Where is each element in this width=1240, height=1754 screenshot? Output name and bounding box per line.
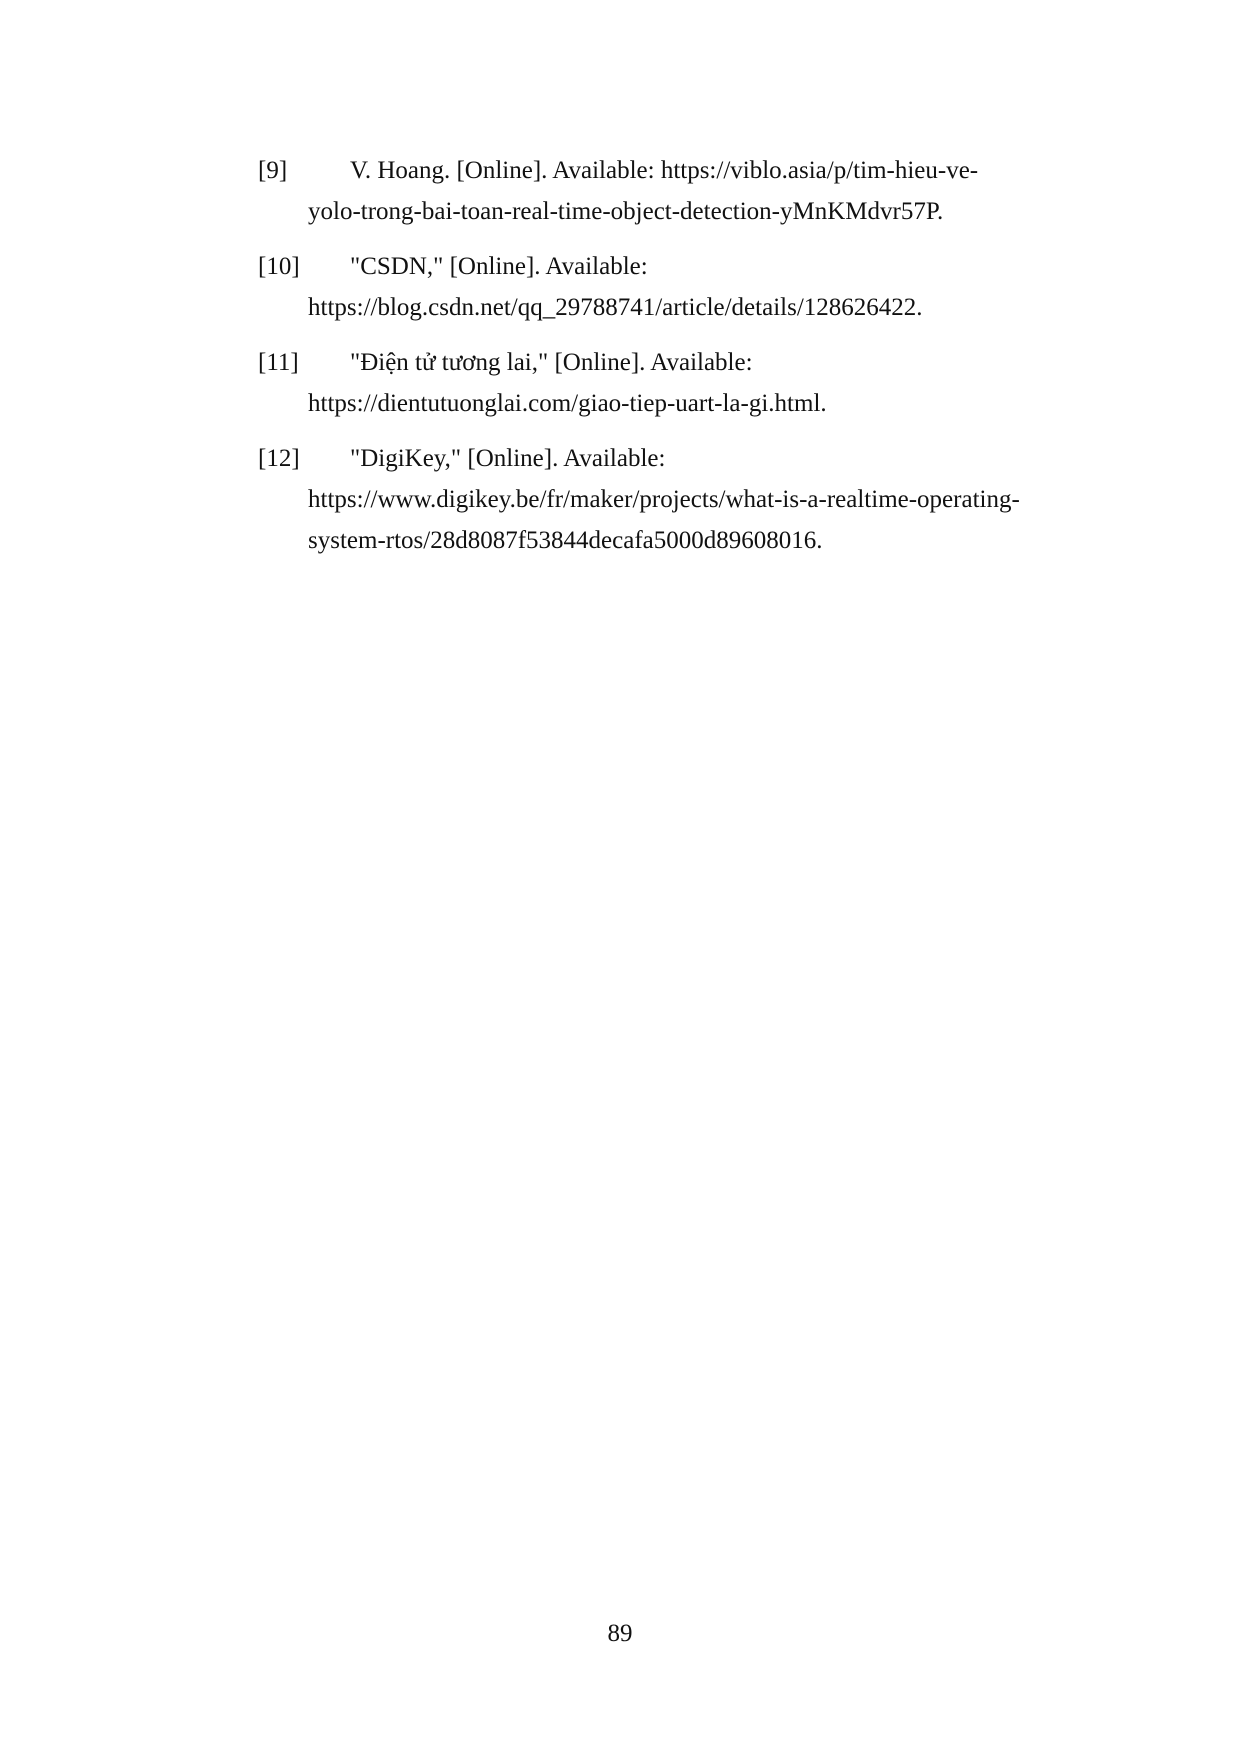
reference-text: V. Hoang. [Online]. Available: https://viblo.asia/p/tim-hieu-ve- <box>350 157 979 184</box>
reference-entry <box>258 342 1098 424</box>
reference-text: "Điện tử tương lai," [Online]. Available: <box>350 349 753 376</box>
reference-text: "CSDN," [Online]. Available: <box>350 253 648 280</box>
reference-entry <box>258 150 1098 232</box>
reference-continuation: system-rtos/28d8087f53844decafa5000d89608016. <box>308 527 823 554</box>
reference-number: [12] <box>258 445 300 472</box>
reference-number: [10] <box>258 253 300 280</box>
reference-entry <box>258 246 1098 328</box>
reference-continuation: https://www.digikey.be/fr/maker/projects/what-is-a-realtime-operating- <box>308 486 1020 513</box>
reference-continuation: yolo-trong-bai-toan-real-time-object-detection-yMnKMdvr57P. <box>308 198 944 225</box>
reference-number: [9] <box>258 157 288 184</box>
reference-continuation: https://dientutuonglai.com/giao-tiep-uart-la-gi.html. <box>308 390 827 417</box>
reference-number: [11] <box>258 349 299 376</box>
reference-continuation: https://blog.csdn.net/qq_29788741/article/details/128626422. <box>308 294 923 321</box>
reference-list <box>258 150 1098 575</box>
reference-entry <box>258 438 1098 561</box>
page-number: 89 <box>607 1620 633 1647</box>
reference-text: "DigiKey," [Online]. Available: <box>350 445 666 472</box>
